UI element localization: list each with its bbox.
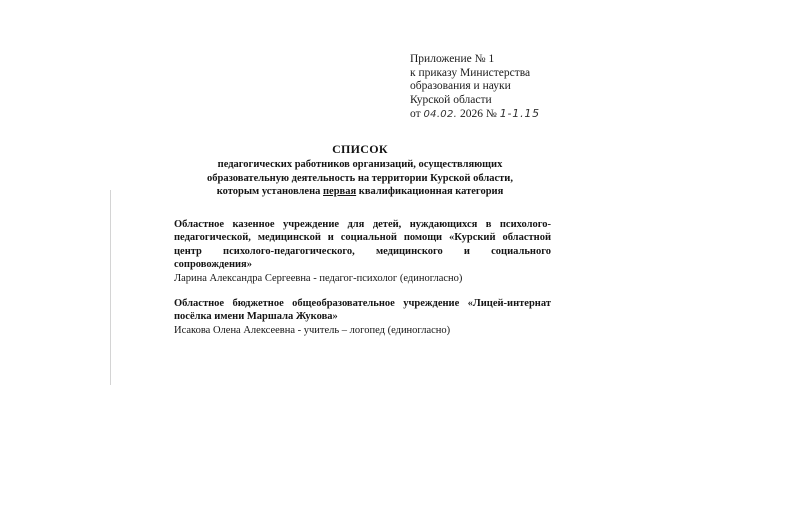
title-line-3 (170, 185, 550, 199)
title-line-1: педагогических работников организаций, осуществляющих (217, 158, 503, 170)
appendix-date-line (410, 107, 540, 122)
handwritten-order-number: 1-1.15 (499, 107, 540, 121)
organization-section (174, 218, 551, 285)
title-line-3-start: которым установлена (216, 186, 321, 198)
title-line-2: образовательную деятельность на территории Курской области, (207, 172, 513, 184)
document-title (170, 143, 550, 199)
teacher-entry: Исакова Олена Алексеевна - учитель – логопед (единогласно) (174, 324, 451, 336)
appendix-line-2: к приказу Министерства (410, 66, 531, 79)
handwritten-date: 04.02. (423, 109, 458, 121)
title-main: СПИСОК (332, 142, 388, 156)
number-prefix: № (485, 108, 497, 121)
organization-section (174, 297, 551, 337)
scan-margin-line (110, 190, 111, 385)
appendix-header (410, 53, 540, 122)
title-line-3-end: квалификационная категория (358, 186, 504, 198)
appendix-line-3: образования и науки (410, 80, 511, 93)
appendix-line-1: Приложение № 1 (410, 53, 495, 65)
teacher-entry: Ларина Александра Сергеевна - педагог-психолог (единогласно) (174, 272, 463, 284)
appendix-line-4: Курской области (410, 93, 492, 106)
organization-name: Областное казенное учреждение для детей, нуждающихся в психолого-педагогической, медицинской и социальной помощи «Курский областной центр психолого-педагогического, медицинского и социального сопровождения» (174, 219, 551, 271)
title-category-word: первая (323, 186, 357, 198)
organization-name: Областное бюджетное общеобразовательное учреждение «Лицей-интернат посёлка имени Маршала Жукова» (174, 298, 551, 323)
order-year: 2026 (459, 108, 483, 121)
date-prefix: от (410, 108, 421, 121)
